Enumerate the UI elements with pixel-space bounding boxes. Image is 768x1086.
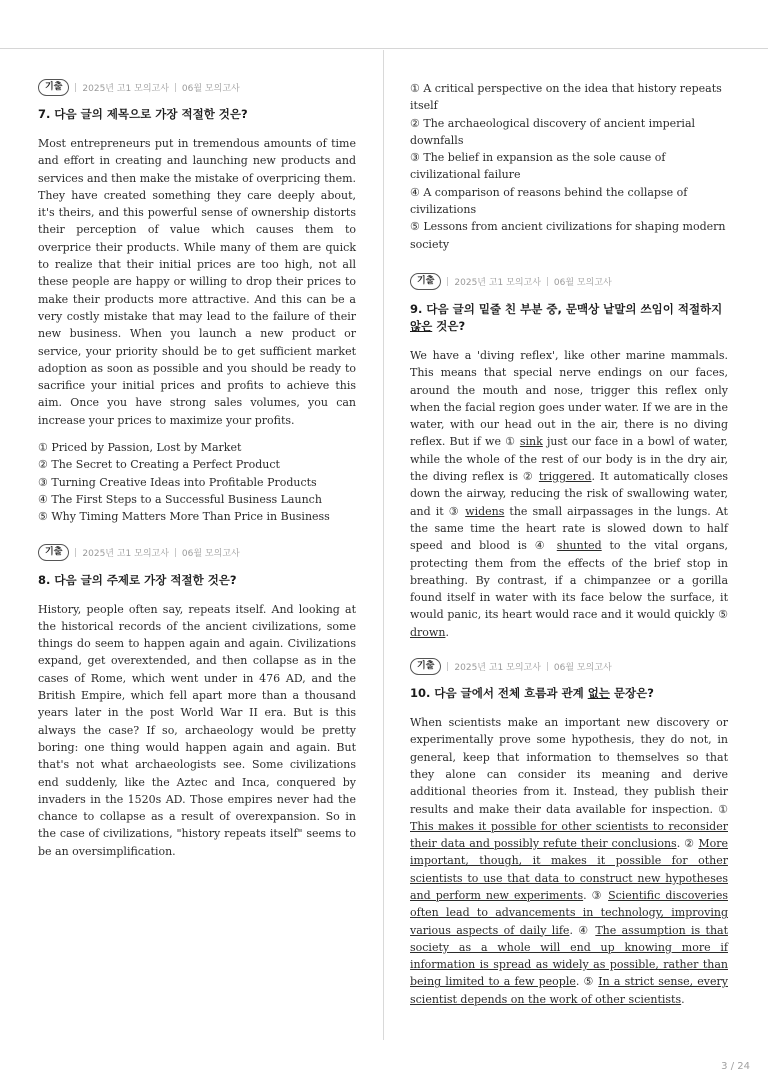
underlined-word: widens — [465, 504, 505, 518]
passage-text: . ⑤ — [575, 975, 599, 989]
right-column — [410, 80, 728, 1024]
underlined-word: sink — [519, 435, 543, 449]
title-text: 것은? — [432, 318, 466, 333]
tag-separator — [175, 83, 176, 92]
left-column — [38, 78, 356, 876]
answer-option[interactable]: ③ Turning Creative Ideas into Profitable Products — [38, 475, 317, 489]
exam-badge: 기출 — [410, 273, 441, 290]
header-rule — [0, 48, 768, 49]
answer-option[interactable]: ④ A comparison of reasons behind the collapse of civilizations — [410, 185, 688, 217]
exam-year: 2025년 고1 모의고사 — [82, 83, 169, 94]
tag-separator — [547, 277, 548, 286]
passage-text: . ② — [676, 837, 699, 851]
underlined-sentence: This makes it possible for other scientists to reconsider their data and possibly refute their conclusions — [410, 819, 728, 851]
question-title — [410, 685, 728, 702]
question-passage — [410, 347, 728, 641]
answer-option[interactable]: ④ The First Steps to a Successful Business Launch — [38, 492, 322, 506]
exam-month: 06월 모의고사 — [553, 278, 612, 289]
exam-badge: 기출 — [38, 544, 69, 561]
answer-option[interactable]: ⑤ Why Timing Matters More Than Price in Business — [38, 510, 330, 524]
passage-text: When scientists make an important new discovery or experimentally prove some hypothesis, they do not, in general, keep that information to themselves so that they alone can consider its meaning and derive additional theories from it. Instead, they publish their results and make their data available for inspection. ① — [410, 716, 728, 816]
passage-text: . — [681, 992, 685, 1006]
passage-text: to the vital organs, protecting them from the effects of the brief stop in breathing. By contrast, if a chimpanzee or a gorilla found itself in water with its face below the surface, it would panic, its heart would race and it would quickly ⑤ — [410, 539, 728, 622]
exam-month: 06월 모의고사 — [181, 83, 240, 94]
passage-text: just our face in a bowl of water, while the whole of the rest of our body is in the dry air, the diving reflex is ② — [410, 435, 729, 484]
answer-option[interactable]: ① A critical perspective on the idea that history repeats itself — [410, 82, 722, 113]
title-emphasis: 없는 — [587, 686, 610, 701]
underlined-sentence: The assumption is that society as a whole will end up knowing more if information is spread as widely as possible, rather than being limited to a few people — [410, 923, 729, 989]
title-text: 문장은? — [609, 686, 654, 701]
question-10 — [410, 657, 728, 1008]
exam-month: 06월 모의고사 — [553, 662, 612, 673]
exam-badge: 기출 — [410, 658, 441, 675]
underlined-word: shunted — [556, 539, 602, 553]
underlined-word: triggered — [538, 470, 592, 484]
question-passage — [410, 714, 728, 1008]
exam-year: 2025년 고1 모의고사 — [454, 662, 541, 673]
answer-option[interactable]: ⑤ Lessons from ancient civilizations for shaping modern society — [410, 220, 726, 251]
question-title: 8. 다음 글의 주제로 가장 적절한 것은? — [38, 572, 237, 587]
exam-badge: 기출 — [38, 79, 69, 96]
question-title — [410, 301, 728, 335]
tag-separator — [75, 548, 76, 557]
tag-separator — [447, 277, 448, 286]
exam-year: 2025년 고1 모의고사 — [454, 278, 541, 289]
answer-options-q8 — [410, 80, 728, 253]
passage-text: We have a 'diving reflex', like other marine mammals. This means that special nerve endings on our faces, around the mouth and nose, trigger this reflex only when the facial region goes under water. If we are in the water, with our head out in the air, there is no diving reflex. But if we ① — [410, 348, 728, 449]
tag-separator — [175, 548, 176, 557]
answer-options — [38, 439, 356, 525]
underlined-sentence: Scientific discoveries often lead to advancements in technology, improving various aspects of daily life — [410, 888, 728, 937]
passage-text: . — [445, 625, 449, 639]
underlined-sentence: More important, though, it makes it possible for other scientists to use that data to construct new hypotheses and perform new experiments — [410, 837, 728, 902]
exam-tag — [38, 544, 356, 562]
title-text: 10. 다음 글에서 전체 흐름과 관계 — [410, 686, 588, 701]
answer-option[interactable]: ① Priced by Passion, Lost by Market — [38, 441, 242, 455]
title-emphasis: 않은 — [410, 318, 433, 333]
exam-tag — [410, 657, 728, 675]
tag-separator — [75, 83, 76, 92]
underlined-sentence: In a strict sense, every scientist depends on the work of other scientists — [410, 975, 728, 1006]
tag-separator — [447, 662, 448, 671]
column-divider — [383, 50, 384, 1040]
question-passage: History, people often say, repeats itself. And looking at the historical records of the ancient civilizations, some things do seem to happen again and again. Civilizations expand, get overextended, and then collapse as in the cases of Rome, which went under in 476 AD, and the British Empire, which fell apart more than a thousand years later in the post World War II era. But is this always the case? If so, archaeology would be pretty boring: one thing would happen again and again. But that's not what archaeologists see. Some civilizations end suddenly, like the Aztec and Inca, conquered by invaders in the 1520s AD. Those empires never had the chance to collapse as a result of overexpansion. So in the case of civilizations, "history repeats itself" seems to be an oversimplification. — [38, 602, 356, 858]
exam-year: 2025년 고1 모의고사 — [82, 549, 169, 560]
answer-option[interactable]: ② The Secret to Creating a Perfect Product — [38, 458, 280, 472]
question-8 — [38, 544, 356, 860]
answer-option[interactable]: ③ The belief in expansion as the sole cause of civilizational failure — [410, 151, 666, 182]
page-number: 3 / 24 — [721, 1061, 750, 1072]
question-7 — [38, 78, 356, 526]
question-title: 7. 다음 글의 제목으로 가장 적절한 것은? — [38, 107, 248, 121]
passage-text: the small airpassages in the lungs. At the same time the heart rate is slowed down to half speed and blood is ④ — [410, 504, 728, 553]
tag-separator — [547, 662, 548, 671]
passage-text: . ③ — [583, 888, 609, 902]
underlined-word: drown — [410, 625, 446, 639]
question-9 — [410, 273, 728, 641]
passage-text: . ④ — [569, 923, 596, 937]
exam-month: 06월 모의고사 — [181, 549, 240, 560]
title-text: 9. 다음 글의 밑줄 친 부분 중, 문맥상 낱말의 쓰임이 적절하지 — [410, 301, 723, 316]
passage-text: . It automatically closes down the airway, reducing the risk of swallowing water, and it ③ — [410, 470, 728, 518]
question-passage: Most entrepreneurs put in tremendous amounts of time and effort in creating and launching new products and services and then make the mistake of overpricing them. They have created something they care deeply about, it's theirs, and this powerful sense of ownership distorts their perception of value which causes them to overprice their products. While many of them are quick to realize that their initial prices are too high, not all these people are happy or willing to drop their prices to make their products more attractive. And this can be a very costly mistake that may lead to the failure of their new business. When you launch a new product or service, your priority should be to get sufficient market adoption as soon as possible and you should be ready to sacrifice your initial prices and profits to achieve this aim. Once you have strong sales volumes, you can increase your prices to maximize your profits. — [38, 137, 357, 427]
exam-tag — [38, 78, 356, 96]
exam-tag — [410, 273, 728, 291]
answer-option[interactable]: ② The archaeological discovery of ancient imperial downfalls — [410, 116, 696, 147]
